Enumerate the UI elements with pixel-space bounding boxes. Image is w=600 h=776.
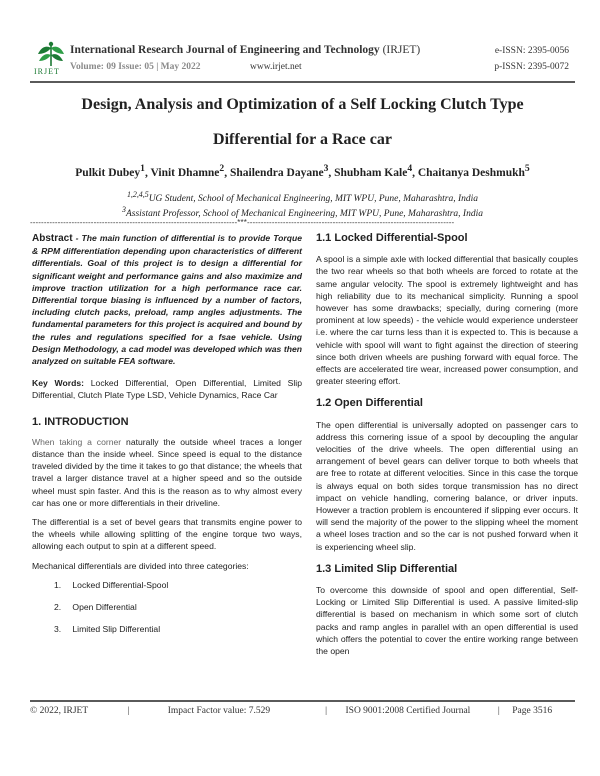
volume-issue: Volume: 09 Issue: 05 | May 2022 xyxy=(70,62,201,72)
intro-paragraph-3: Mechanical differentials are divided into three categories: xyxy=(32,560,249,571)
section-divider: ---------------------------------------------------------------------------***--------------------------------------------------------------------------- xyxy=(30,218,455,227)
abstract: Abstract - The main function of differential is to provide Torque & RPM differentiation depending upon characteristics of different differentials. Goal of this project is to design a differential for significant weight and performance gains and also maximize and improve traction utilization for a high performance race car. Differential torque biasing is influenced by a number of factors, including clutch packs, preload, ramp angles adjustments. The fundamental parameters for this project is acquired and bound by the rules and regulations specified for a fsae vehicle. Using Design Methodology, a cad model was developed which was then analyzed on suitable FEA software. xyxy=(32,233,302,367)
paper-title-line-1: Design, Analysis and Optimization of a Self Locking Clutch Type xyxy=(81,96,524,113)
section-1-2-text: The open differential is universally adopted on passenger cars to address this cornering issue of a spool by decoupling the angular velocities of the drive wheels. The open differential using an arrangement of bevel gears can deliver torque to both wheels that are free to rotate at different velocities. Since in this case the torque is always equal on both sides torque transmission has no direct impact on vehicle handling, cornering balance, or driver inputs. However a traction problem is encountered if slipping ever occurs. It will send the majority of the power to the slipping wheel the moment a wheel loses traction and so the car is not pushed forward when it is experiencing wheel slip. xyxy=(316,419,578,552)
intro-heading: 1. INTRODUCTION xyxy=(32,415,129,428)
keywords: Key Words: Locked Differential, Open Differential, Limited Slip Differential, Clutch Plate Type LSD, Vehicle Dynamics, Race Car xyxy=(32,378,302,401)
journal-name: International Research Journal of Engineering and Technology (IRJET) xyxy=(70,44,421,56)
list-item: 3. Limited Slip Differential xyxy=(54,624,161,635)
footer-rule xyxy=(30,700,575,702)
right-column xyxy=(316,232,578,664)
footer-page-number: Page 3516 xyxy=(512,706,553,716)
affiliation-2: $^3$Assistant Professor, School of Mechanical Engineering, MIT WPU, Pune, Maharashtra, India xyxy=(122,205,483,220)
journal-url[interactable]: www.irjet.net xyxy=(250,62,302,72)
paper-title-line-2: Differential for a Race car xyxy=(213,131,392,148)
journal-header xyxy=(30,40,575,80)
section-1-3-text: To overcome this downside of spool and open differential, Self-Locking or Limited Slip Differential is used. A passive limited-slip differential is based on mechanism in which some sort of clutch packs and ramp angles in parallel with an open differential is used which offers the potential to cover the entire working range between the open xyxy=(316,585,578,657)
section-1-3-heading: 1.3 Limited Slip Differential xyxy=(316,562,458,575)
author: Chaitanya Deshmukh xyxy=(417,166,525,179)
section-1-1-text: A spool is a simple axle with locked differential that basically couples the two rear wheels so that both wheels are forced to rotate at the same angular velocity. The spool is extremely lightweight and has high reliability due to its mechanical simplicity. Running a spool however has some drawbacks; specially, during cornering (more prominent at low speeds) - the vehicle would experience understeer i.e. where the car turns less than it is expected to. This is because a vehicle with spool will want to fight against the direction of steering since both driven wheels are pushing forward with equal force. The effects are accelerated tire wear, increased power consumption, and greater steering effort. xyxy=(316,254,578,387)
intro-paragraph-1: When taking a corner naturally the outside wheel traces a longer distance than the inside wheel. Since speed is equal to the distance traveled divided by the time it takes to go that distance; the wheels that travel a larger distance travel at a higher speed and so the outside wheel must spin faster. And this is the reason as to why almost every car has one or more differentials in their driveline. xyxy=(32,436,302,508)
author: Shailendra Dayane xyxy=(229,166,324,179)
left-column xyxy=(32,232,302,645)
differential-types-list xyxy=(32,579,302,636)
list-item: 2. Open Differential xyxy=(54,602,137,613)
intro-paragraph-2: The differential is a set of bevel gears that transmits engine power to the wheels while allowing splitting of the engine torque two ways, allowing each output to spin at a different speed. xyxy=(32,517,302,552)
author: Vinit Dhamne xyxy=(150,166,220,179)
footer-impact-factor: Impact Factor value: 7.529 xyxy=(167,706,271,716)
section-1-1-heading: 1.1 Locked Differential-Spool xyxy=(316,232,468,244)
logo-text: IRJET xyxy=(34,67,60,76)
author: Shubham Kale xyxy=(334,166,408,179)
p-issn: p-ISSN: 2395-0072 xyxy=(494,62,569,72)
footer-iso: ISO 9001:2008 Certified Journal xyxy=(345,706,471,716)
page-footer: © 2022, IRJET | Impact Factor value: 7.529 | ISO 9001:2008 Certified Journal | Page 3516 xyxy=(30,706,553,716)
affiliation-1: $^{1,2,4,5}$UG Student, School of Mechanical Engineering, MIT WPU, Pune, Maharashtra, India xyxy=(126,190,479,205)
footer-copyright: © 2022, IRJET xyxy=(30,706,89,716)
author: Pulkit Dubey xyxy=(75,166,141,179)
list-item: 1. Locked Differential-Spool xyxy=(54,579,169,590)
section-1-2-heading: 1.2 Open Differential xyxy=(316,397,423,410)
header-rule xyxy=(30,81,575,83)
author-list: Pulkit Dubey$^1$, Vinit Dhamne$^2$, Shailendra Dayane$^3$, Shubham Kale$^4$, Chaitanya Deshmukh$^5$ xyxy=(75,163,530,179)
e-issn: e-ISSN: 2395-0056 xyxy=(494,46,569,56)
